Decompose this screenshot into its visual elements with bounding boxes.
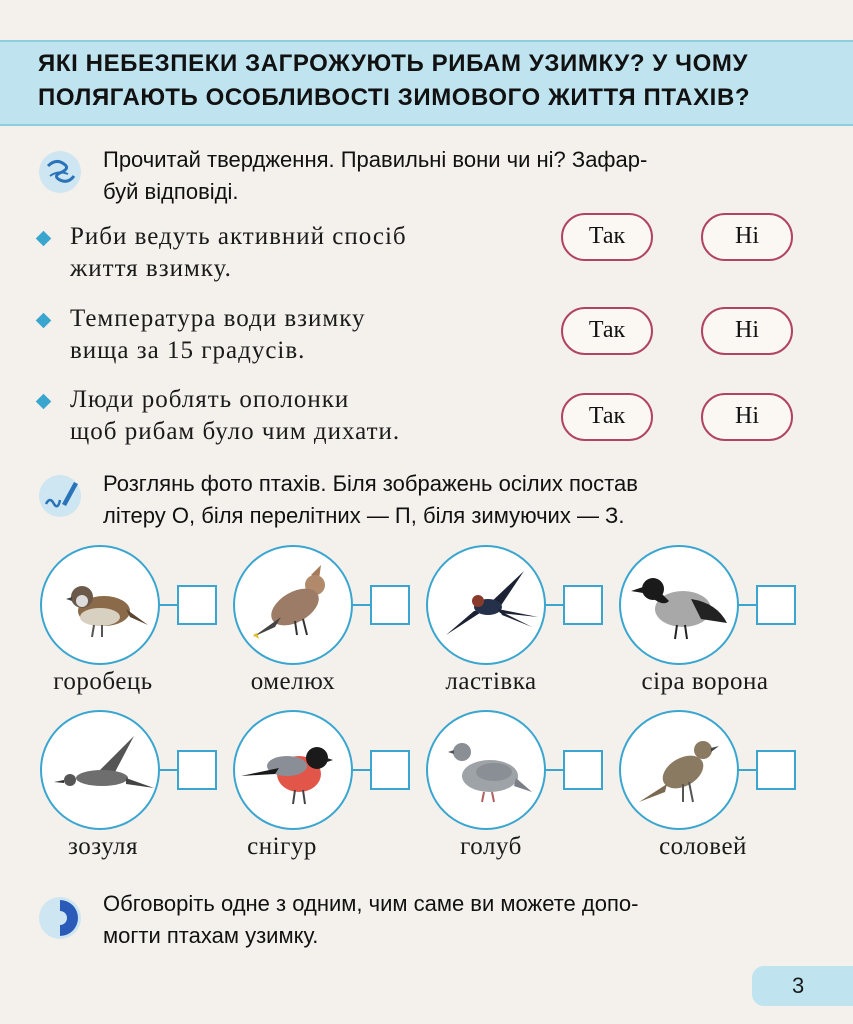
discuss-task-icon (38, 896, 82, 940)
bird-card-swallow (426, 545, 546, 665)
answer-box-sparrow[interactable] (177, 585, 217, 625)
page-number: 3 (792, 973, 805, 998)
bird-card-nightingale (619, 710, 739, 830)
task3-line1: Обговоріть одне з одним, чим саме ви можете допо- (103, 891, 639, 916)
task3-line2: могти птахам узимку. (103, 923, 319, 948)
read-task-icon (38, 150, 82, 194)
waxwing-icon (235, 547, 353, 665)
crow-icon (621, 547, 739, 665)
task2-instruction (103, 468, 793, 532)
task2-line2: літеру О, біля перелітних — П, біля зимуючих — З. (103, 503, 625, 528)
bullet-diamond-icon (36, 313, 52, 329)
pigeon-icon (428, 712, 546, 830)
bullfinch-icon (235, 712, 353, 830)
cuckoo-icon (42, 712, 160, 830)
bird-card-crow (619, 545, 739, 665)
write-task-icon (38, 474, 82, 518)
bird-name-crow: сіра ворона (641, 668, 769, 695)
statement-3-line2: щоб рибам було чим дихати. (70, 418, 401, 445)
task2-line1: Розглянь фото птахів. Біля зображень осілих постав (103, 471, 638, 496)
bird-name-waxwing: омелюх (250, 668, 336, 695)
answer-box-bullfinch[interactable] (370, 750, 410, 790)
bird-name-bullfinch: снігур (247, 833, 317, 860)
swallow-icon (428, 547, 546, 665)
answer-box-waxwing[interactable] (370, 585, 410, 625)
sparrow-icon (42, 547, 160, 665)
statement-3-no-button[interactable]: Ні (701, 393, 793, 441)
bird-name-nightingale: соловей (659, 833, 747, 860)
header-title-line1: ЯКІ НЕБЕЗПЕКИ ЗАГРОЖУЮТЬ РИБАМ УЗИМКУ? У ЧОМУ (38, 50, 749, 77)
answer-box-swallow[interactable] (563, 585, 603, 625)
answer-box-crow[interactable] (756, 585, 796, 625)
answer-box-pigeon[interactable] (563, 750, 603, 790)
bird-card-bullfinch (233, 710, 353, 830)
statement-2-yes-button[interactable]: Так (561, 307, 653, 355)
bullet-diamond-icon (36, 394, 52, 410)
section-header (0, 40, 853, 126)
answer-box-cuckoo[interactable] (177, 750, 217, 790)
bird-card-sparrow (40, 545, 160, 665)
statement-3-line1: Люди роблять ополонки (70, 386, 350, 413)
bird-card-waxwing (233, 545, 353, 665)
bullet-diamond-icon (36, 231, 52, 247)
bird-card-pigeon (426, 710, 546, 830)
statement-1-no-button[interactable]: Ні (701, 213, 793, 261)
task1-line1: Прочитай твердження. Правильні вони чи ні? Зафар- (103, 147, 648, 172)
page-number-tab (752, 966, 853, 1006)
statement-3-yes-button[interactable]: Так (561, 393, 653, 441)
nightingale-icon (621, 712, 739, 830)
statement-1-line2: життя взимку. (70, 255, 232, 282)
statement-2-line1: Температура води взимку (70, 305, 366, 332)
statement-2-no-button[interactable]: Ні (701, 307, 793, 355)
bird-card-cuckoo (40, 710, 160, 830)
statement-2-line2: вища за 15 градусів. (70, 337, 306, 364)
bird-name-cuckoo: зозуля (68, 833, 138, 860)
task1-instruction (103, 144, 793, 208)
statement-1-yes-button[interactable]: Так (561, 213, 653, 261)
answer-box-nightingale[interactable] (756, 750, 796, 790)
bird-name-sparrow: горобець (53, 668, 153, 695)
header-title-line2: ПОЛЯГАЮТЬ ОСОБЛИВОСТІ ЗИМОВОГО ЖИТТЯ ПТАХІВ? (38, 84, 751, 111)
bird-name-pigeon: голуб (460, 833, 522, 860)
statement-1-line1: Риби ведуть активний спосіб (70, 223, 407, 250)
bird-name-swallow: ластівка (445, 668, 537, 695)
task3-instruction (103, 888, 793, 952)
task1-line2: буй відповіді. (103, 179, 239, 204)
